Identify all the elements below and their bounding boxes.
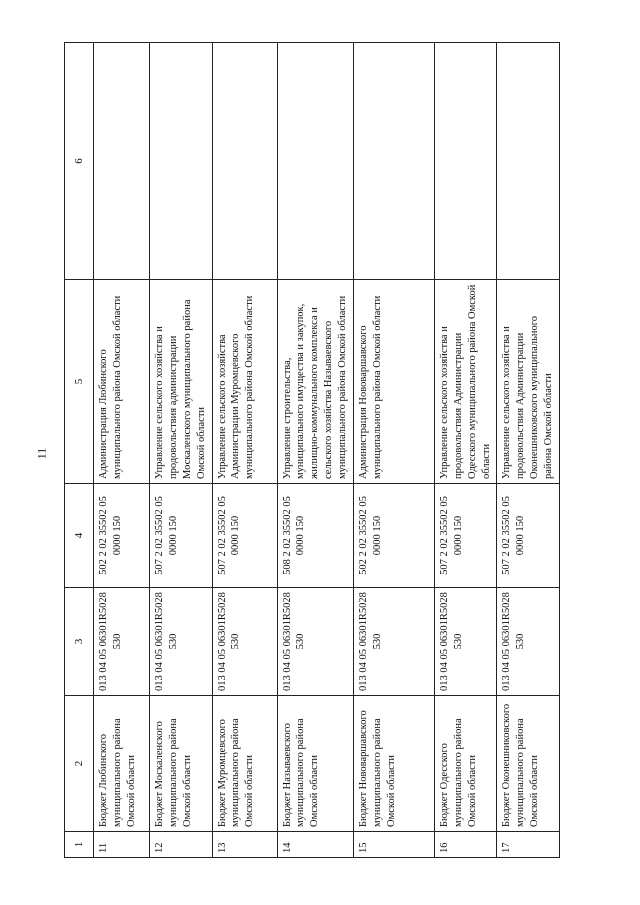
budget-code: 013 04 05 06301R5028 530 xyxy=(212,588,277,696)
budget-name: Бюджет Муромцевского муниципального района Омской области xyxy=(212,696,277,832)
table-row xyxy=(150,43,212,858)
budget-name: Бюджет Любинского муниципального района Омской области xyxy=(94,696,150,832)
budget-name: Бюджет Называевского муниципального района Омской области xyxy=(277,696,353,832)
administrator: Управление сельского хозяйства и продовольствия Администрации Одесского муниципального района Омской области xyxy=(435,280,497,484)
row-number: 17 xyxy=(497,832,560,858)
revenue-code: 508 2 02 35502 05 0000 150 xyxy=(277,484,353,588)
budget-table xyxy=(64,42,560,858)
budget-code: 013 04 05 06301R5028 530 xyxy=(94,588,150,696)
row-number: 12 xyxy=(150,832,212,858)
budget-code: 013 04 05 06301R5028 530 xyxy=(353,588,434,696)
revenue-code: 507 2 02 35502 05 0000 150 xyxy=(212,484,277,588)
budget-code: 013 04 05 06301R5028 530 xyxy=(497,588,560,696)
header-col-2: 2 xyxy=(65,696,94,832)
row-number: 14 xyxy=(277,832,353,858)
document-table-wrapper xyxy=(64,43,560,858)
administrator: Администрация Нововаршавского муниципального района Омской области xyxy=(353,280,434,484)
header-col-5: 5 xyxy=(65,280,94,484)
revenue-code: 507 2 02 35502 05 0000 150 xyxy=(497,484,560,588)
amount xyxy=(497,43,560,280)
header-col-3: 3 xyxy=(65,588,94,696)
budget-code: 013 04 05 06301R5028 530 xyxy=(150,588,212,696)
amount xyxy=(212,43,277,280)
budget-name: Бюджет Оконешниковского муниципального района Омской области xyxy=(497,696,560,832)
table-row xyxy=(94,43,150,858)
amount xyxy=(353,43,434,280)
revenue-code: 502 2 02 35502 05 0000 150 xyxy=(353,484,434,588)
amount xyxy=(435,43,497,280)
header-row xyxy=(65,43,94,858)
table-row xyxy=(497,43,560,858)
budget-name: Бюджет Нововаршавского муниципального района Омской области xyxy=(353,696,434,832)
amount xyxy=(277,43,353,280)
row-number: 15 xyxy=(353,832,434,858)
page-number: 11 xyxy=(34,447,49,460)
table-row xyxy=(277,43,353,858)
header-col-6: 6 xyxy=(65,43,94,280)
row-number: 13 xyxy=(212,832,277,858)
row-number: 16 xyxy=(435,832,497,858)
table-row xyxy=(353,43,434,858)
amount xyxy=(94,43,150,280)
header-col-4: 4 xyxy=(65,484,94,588)
administrator: Управление сельского хозяйства Администрации Муромцевского муниципального района Омской области xyxy=(212,280,277,484)
budget-code: 013 04 05 06301R5028 530 xyxy=(435,588,497,696)
header-col-1: 1 xyxy=(65,832,94,858)
table-row xyxy=(212,43,277,858)
table-row xyxy=(435,43,497,858)
revenue-code: 507 2 02 35502 05 0000 150 xyxy=(150,484,212,588)
row-number: 11 xyxy=(94,832,150,858)
revenue-code: 502 2 02 35502 05 0000 150 xyxy=(94,484,150,588)
budget-name: Бюджет Одесского муниципального района Омской области xyxy=(435,696,497,832)
administrator: Управление строительства, муниципального имущества и закупок, жилищно-коммунального комплекса и сельского хозяйства Называевского муниципального района Омской области xyxy=(277,280,353,484)
revenue-code: 507 2 02 35502 05 0000 150 xyxy=(435,484,497,588)
administrator: Управление сельского хозяйства и продовольствия администрации Москаленского муниципального района Омской области xyxy=(150,280,212,484)
budget-name: Бюджет Москаленского муниципального района Омской области xyxy=(150,696,212,832)
amount xyxy=(150,43,212,280)
administrator: Администрация Любинского муниципального района Омской области xyxy=(94,280,150,484)
budget-code: 013 04 05 06301R5028 530 xyxy=(277,588,353,696)
administrator: Управление сельского хозяйства и продовольствия Администрации Оконешниковского муниципального района Омской области xyxy=(497,280,560,484)
